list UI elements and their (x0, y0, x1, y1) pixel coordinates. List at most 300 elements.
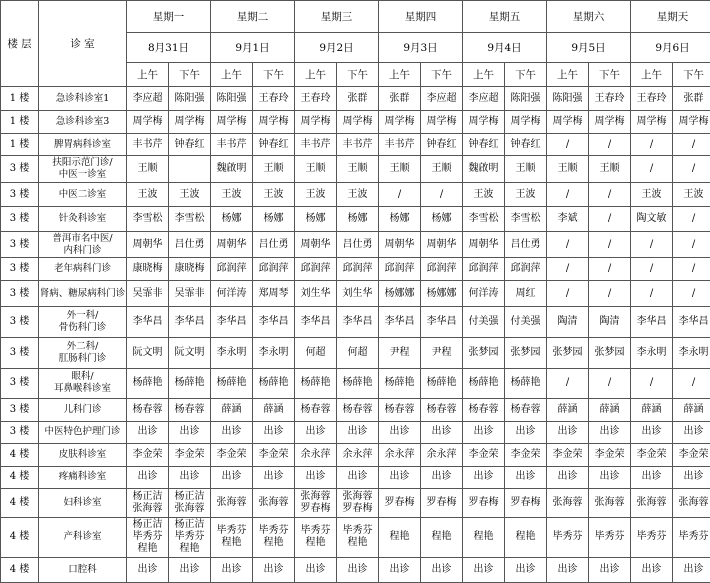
pm-header: 下午 (505, 63, 547, 87)
doctor-cell: 张海蓉 (253, 488, 295, 517)
doctor-cell: 杨薛艳 (127, 368, 169, 399)
doctor-cell: 周学梅 (253, 111, 295, 133)
doctor-cell: 王顺 (547, 156, 589, 183)
doctor-cell: 出诊 (127, 421, 169, 443)
doctor-cell: / (631, 280, 673, 307)
doctor-cell: 康晓梅 (169, 258, 211, 280)
doctor-cell: 钟春红 (421, 133, 463, 155)
doctor-cell: 王顺 (253, 156, 295, 183)
doctor-cell: 出诊 (505, 558, 547, 583)
doctor-cell: 李金荣 (631, 444, 673, 466)
doctor-cell: 周朝华 (463, 231, 505, 258)
doctor-cell: 陈阳强 (505, 87, 547, 111)
schedule-body (1, 87, 710, 583)
doctor-cell: 陶清 (547, 307, 589, 338)
doctor-cell: 薛涵 (673, 399, 710, 421)
doctor-cell: 毕秀芬 程艳 (253, 517, 295, 558)
doctor-cell: 周学梅 (127, 111, 169, 133)
room-cell: 普洱市名中医/ 内科门诊 (39, 231, 127, 258)
table-row (1, 368, 710, 399)
doctor-cell: 张梦园 (547, 337, 589, 368)
doctor-cell: 王顺 (295, 156, 337, 183)
doctor-cell: 杨薛艳 (337, 368, 379, 399)
doctor-cell: 邱润萍 (505, 258, 547, 280)
table-row (1, 558, 710, 583)
doctor-cell: 王波 (337, 182, 379, 206)
doctor-cell: 杨春蓉 (379, 399, 421, 421)
doctor-cell: 出诊 (631, 558, 673, 583)
doctor-cell: 王波 (295, 182, 337, 206)
room-cell: 口腔科 (39, 558, 127, 583)
doctor-cell: 张群 (379, 87, 421, 111)
table-row (1, 280, 710, 307)
doctor-cell: 周学梅 (547, 111, 589, 133)
floor-cell: 4 楼 (1, 517, 39, 558)
pm-header: 下午 (169, 63, 211, 87)
date-header: 9月6日 (631, 33, 710, 63)
table-row (1, 517, 710, 558)
doctor-cell: / (421, 182, 463, 206)
am-header: 上午 (631, 63, 673, 87)
doctor-cell: 程艳 (421, 517, 463, 558)
doctor-cell: 付美强 (463, 307, 505, 338)
doctor-cell: 李斌 (547, 207, 589, 231)
doctor-cell: 周学梅 (421, 111, 463, 133)
doctor-cell: 何超 (295, 337, 337, 368)
doctor-cell: 杨春蓉 (337, 399, 379, 421)
doctor-cell: 李金荣 (211, 444, 253, 466)
doctor-cell: 尹程 (379, 337, 421, 368)
doctor-cell: 杨正洁 张海蓉 (169, 488, 211, 517)
doctor-cell: / (547, 231, 589, 258)
doctor-cell: 李应超 (463, 87, 505, 111)
doctor-cell: 李永明 (673, 337, 710, 368)
table-row (1, 466, 710, 488)
doctor-cell: 杨薛艳 (253, 368, 295, 399)
doctor-cell: 毕秀芬 程艳 (295, 517, 337, 558)
doctor-cell: 罗春梅 (421, 488, 463, 517)
doctor-cell: 丰书芹 (379, 133, 421, 155)
doctor-cell: / (547, 133, 589, 155)
doctor-cell: 毕秀芬 (631, 517, 673, 558)
doctor-cell: 出诊 (253, 558, 295, 583)
doctor-cell: 张海蓉 罗春梅 (337, 488, 379, 517)
doctor-cell: 薛涵 (589, 399, 631, 421)
doctor-cell: 丰书芹 (127, 133, 169, 155)
doctor-cell: 薛涵 (253, 399, 295, 421)
doctor-cell: 李金荣 (589, 444, 631, 466)
doctor-cell: 出诊 (379, 421, 421, 443)
doctor-cell: 王春玲 (589, 87, 631, 111)
date-header: 9月3日 (379, 33, 463, 63)
room-cell: 脾胃病科诊室 (39, 133, 127, 155)
doctor-cell: 王波 (253, 182, 295, 206)
doctor-cell: 出诊 (589, 558, 631, 583)
date-header: 9月4日 (463, 33, 547, 63)
doctor-cell: / (631, 156, 673, 183)
doctor-cell: 出诊 (421, 466, 463, 488)
doctor-cell: 出诊 (463, 558, 505, 583)
doctor-cell: / (673, 280, 710, 307)
doctor-cell: 周学梅 (169, 111, 211, 133)
doctor-cell: 李金荣 (253, 444, 295, 466)
doctor-cell: 周学梅 (589, 111, 631, 133)
doctor-cell: 邱润萍 (379, 258, 421, 280)
weekday-header: 星期五 (463, 1, 547, 33)
doctor-cell: 邱润萍 (421, 258, 463, 280)
doctor-cell: 李雪松 (505, 207, 547, 231)
doctor-cell: 王春玲 (631, 87, 673, 111)
doctor-cell: 周朝华 (421, 231, 463, 258)
doctor-cell: 余永萍 (379, 444, 421, 466)
doctor-cell: 出诊 (211, 421, 253, 443)
doctor-cell: 杨娜 (421, 207, 463, 231)
doctor-cell: 李雪松 (169, 207, 211, 231)
doctor-cell: 周学梅 (505, 111, 547, 133)
doctor-cell: 杨薛艳 (505, 368, 547, 399)
doctor-cell: 尹程 (421, 337, 463, 368)
floor-cell: 4 楼 (1, 488, 39, 517)
doctor-cell: 张海蓉 罗春梅 (295, 488, 337, 517)
room-cell: 皮肤科诊室 (39, 444, 127, 466)
doctor-cell: 吴霏非 (127, 280, 169, 307)
table-row (1, 488, 710, 517)
table-row (1, 307, 710, 338)
doctor-cell: 张梦园 (505, 337, 547, 368)
doctor-cell: 杨春蓉 (127, 399, 169, 421)
doctor-cell: 杨娜娜 (379, 280, 421, 307)
doctor-cell: 钟春红 (505, 133, 547, 155)
pm-header: 下午 (253, 63, 295, 87)
doctor-cell: 薛涵 (211, 399, 253, 421)
floor-cell: 3 楼 (1, 307, 39, 338)
weekday-header: 星期二 (211, 1, 295, 33)
room-cell: 妇科诊室 (39, 488, 127, 517)
doctor-cell: 吕仕勇 (253, 231, 295, 258)
doctor-cell: / (631, 258, 673, 280)
doctor-cell: 王波 (631, 182, 673, 206)
doctor-cell: 程艳 (463, 517, 505, 558)
doctor-cell: 张海蓉 (547, 488, 589, 517)
doctor-cell: 王顺 (379, 156, 421, 183)
doctor-cell: 王波 (169, 182, 211, 206)
doctor-cell: 出诊 (547, 558, 589, 583)
doctor-cell: 张群 (337, 87, 379, 111)
room-cell: 扶阳示范门诊/ 中医一诊室 (39, 156, 127, 183)
doctor-cell: 杨娜娜 (421, 280, 463, 307)
floor-cell: 3 楼 (1, 399, 39, 421)
doctor-cell: 杨春蓉 (463, 399, 505, 421)
doctor-cell: 出诊 (337, 466, 379, 488)
doctor-cell: 吕仕勇 (337, 231, 379, 258)
table-row (1, 337, 710, 368)
doctor-cell: 出诊 (589, 421, 631, 443)
doctor-cell: 出诊 (295, 558, 337, 583)
doctor-cell: 张群 (673, 87, 710, 111)
doctor-cell: 张海蓉 (673, 488, 710, 517)
doctor-cell: 杨正洁 张海蓉 (127, 488, 169, 517)
doctor-cell: 余永萍 (421, 444, 463, 466)
doctor-cell: 杨薛艳 (211, 368, 253, 399)
room-cell: 中医二诊室 (39, 182, 127, 206)
doctor-cell: 陶文敏 (631, 207, 673, 231)
date-header: 8月31日 (127, 33, 211, 63)
date-header: 9月5日 (547, 33, 631, 63)
doctor-cell: 周红 (505, 280, 547, 307)
doctor-cell: 出诊 (169, 421, 211, 443)
doctor-cell: 出诊 (547, 421, 589, 443)
doctor-cell: 李应超 (127, 87, 169, 111)
doctor-cell: 邱润萍 (253, 258, 295, 280)
pm-header: 下午 (421, 63, 463, 87)
doctor-cell: 罗春梅 (463, 488, 505, 517)
weekday-header: 星期一 (127, 1, 211, 33)
floor-cell: 3 楼 (1, 156, 39, 183)
floor-cell: 1 楼 (1, 111, 39, 133)
doctor-cell: 王波 (505, 182, 547, 206)
floor-cell: 3 楼 (1, 258, 39, 280)
doctor-cell: 王顺 (505, 156, 547, 183)
doctor-cell: 出诊 (673, 421, 710, 443)
doctor-cell: 周学梅 (295, 111, 337, 133)
doctor-cell: 李永明 (211, 337, 253, 368)
doctor-cell: 出诊 (253, 421, 295, 443)
am-header: 上午 (463, 63, 505, 87)
doctor-cell: 钟春红 (253, 133, 295, 155)
doctor-cell: / (631, 368, 673, 399)
room-cell: 外一科/ 骨伤科门诊 (39, 307, 127, 338)
doctor-cell: 吕仕勇 (505, 231, 547, 258)
doctor-cell: 李华昌 (421, 307, 463, 338)
table-row (1, 231, 710, 258)
doctor-cell: 薛涵 (547, 399, 589, 421)
doctor-cell: 程艳 (505, 517, 547, 558)
doctor-cell: / (589, 182, 631, 206)
doctor-cell: 毕秀芬 程艳 (337, 517, 379, 558)
doctor-cell: 出诊 (211, 558, 253, 583)
table-row (1, 207, 710, 231)
doctor-cell: 杨薛艳 (463, 368, 505, 399)
doctor-cell: 程艳 (379, 517, 421, 558)
doctor-cell (169, 156, 211, 183)
doctor-cell: / (589, 133, 631, 155)
floor-cell: 4 楼 (1, 558, 39, 583)
doctor-cell: 李华昌 (673, 307, 710, 338)
doctor-cell: / (547, 258, 589, 280)
doctor-cell: 王顺 (127, 156, 169, 183)
doctor-cell: 出诊 (253, 466, 295, 488)
doctor-cell: 康晓梅 (127, 258, 169, 280)
doctor-cell: 出诊 (127, 466, 169, 488)
doctor-cell: 陈阳强 (211, 87, 253, 111)
doctor-cell: 张海蓉 (211, 488, 253, 517)
floor-cell: 4 楼 (1, 444, 39, 466)
doctor-cell: 杨正洁 毕秀芬 程艳 (127, 517, 169, 558)
room-cell: 疼痛科诊室 (39, 466, 127, 488)
doctor-cell: / (673, 156, 710, 183)
floor-header: 楼 层 (1, 1, 39, 87)
doctor-cell: 余永萍 (295, 444, 337, 466)
doctor-cell: 出诊 (169, 466, 211, 488)
doctor-cell: / (631, 133, 673, 155)
doctor-cell: 魏啟明 (211, 156, 253, 183)
room-cell: 急诊科诊室1 (39, 87, 127, 111)
doctor-cell: 丰书芹 (295, 133, 337, 155)
doctor-cell: 张海蓉 (631, 488, 673, 517)
table-row (1, 421, 710, 443)
doctor-cell: 出诊 (169, 558, 211, 583)
doctor-cell: 杨春蓉 (421, 399, 463, 421)
doctor-cell: 何洋涛 (463, 280, 505, 307)
floor-cell: 4 楼 (1, 466, 39, 488)
doctor-cell: 王波 (211, 182, 253, 206)
doctor-cell: 邱润萍 (211, 258, 253, 280)
doctor-cell: / (673, 368, 710, 399)
floor-cell: 3 楼 (1, 182, 39, 206)
doctor-cell: 出诊 (421, 421, 463, 443)
doctor-cell: 出诊 (421, 558, 463, 583)
doctor-cell: 王春玲 (295, 87, 337, 111)
table-row (1, 111, 710, 133)
doctor-cell: 出诊 (589, 466, 631, 488)
doctor-cell: / (589, 368, 631, 399)
room-cell: 针灸科诊室 (39, 207, 127, 231)
pm-header: 下午 (337, 63, 379, 87)
room-cell: 中医特色护理门诊 (39, 421, 127, 443)
doctor-cell: 出诊 (673, 466, 710, 488)
doctor-cell: 杨薛艳 (295, 368, 337, 399)
doctor-cell: 付美强 (505, 307, 547, 338)
doctor-cell: 何超 (337, 337, 379, 368)
doctor-cell: / (673, 207, 710, 231)
doctor-cell: 李永明 (631, 337, 673, 368)
doctor-cell: 杨薛艳 (421, 368, 463, 399)
doctor-cell: / (673, 133, 710, 155)
doctor-cell: 杨春蓉 (295, 399, 337, 421)
doctor-cell: 出诊 (295, 466, 337, 488)
doctor-cell: / (589, 280, 631, 307)
doctor-cell: 王波 (463, 182, 505, 206)
room-cell: 产科诊室 (39, 517, 127, 558)
doctor-cell: 杨薛艳 (379, 368, 421, 399)
floor-cell: 3 楼 (1, 207, 39, 231)
doctor-cell: / (589, 258, 631, 280)
doctor-cell: 出诊 (379, 558, 421, 583)
doctor-cell: 杨娜 (379, 207, 421, 231)
doctor-cell: 丰书芹 (337, 133, 379, 155)
floor-cell: 3 楼 (1, 421, 39, 443)
doctor-cell: 出诊 (631, 466, 673, 488)
doctor-cell: 周朝华 (379, 231, 421, 258)
doctor-cell: 李华昌 (631, 307, 673, 338)
pm-header: 下午 (589, 63, 631, 87)
table-row (1, 182, 710, 206)
doctor-cell: 周朝华 (295, 231, 337, 258)
doctor-cell: 李华昌 (295, 307, 337, 338)
am-header: 上午 (211, 63, 253, 87)
doctor-cell: 罗春梅 (379, 488, 421, 517)
doctor-cell: 邱润萍 (295, 258, 337, 280)
date-header: 9月2日 (295, 33, 379, 63)
table-row (1, 156, 710, 183)
doctor-cell: 杨娜 (337, 207, 379, 231)
weekday-row (1, 1, 710, 33)
doctor-cell: 出诊 (379, 466, 421, 488)
doctor-cell: 李雪松 (127, 207, 169, 231)
doctor-cell: 李华昌 (169, 307, 211, 338)
date-header: 9月1日 (211, 33, 295, 63)
doctor-cell: 陶清 (589, 307, 631, 338)
floor-cell: 3 楼 (1, 280, 39, 307)
room-cell: 肾病、糖尿病科门诊 (39, 280, 127, 307)
doctor-cell: 阮文明 (169, 337, 211, 368)
doctor-cell: 余永萍 (337, 444, 379, 466)
doctor-cell: 出诊 (505, 466, 547, 488)
doctor-cell: 丰书芹 (211, 133, 253, 155)
doctor-cell: 毕秀芬 (547, 517, 589, 558)
doctor-cell: 吕仕勇 (169, 231, 211, 258)
doctor-cell: 何洋涛 (211, 280, 253, 307)
doctor-cell: 张海蓉 (589, 488, 631, 517)
doctor-cell: / (589, 231, 631, 258)
room-cell: 外二科/ 肛肠科门诊 (39, 337, 127, 368)
table-row (1, 399, 710, 421)
doctor-cell: / (547, 368, 589, 399)
doctor-cell: 张梦园 (463, 337, 505, 368)
am-header: 上午 (547, 63, 589, 87)
doctor-cell: 刘生华 (295, 280, 337, 307)
doctor-cell: 邱润萍 (337, 258, 379, 280)
floor-cell: 3 楼 (1, 368, 39, 399)
doctor-cell: / (547, 182, 589, 206)
doctor-cell: 李华昌 (379, 307, 421, 338)
room-cell: 急诊科诊室3 (39, 111, 127, 133)
doctor-cell: 吴霏非 (169, 280, 211, 307)
doctor-cell: 陈阳强 (547, 87, 589, 111)
doctor-cell: / (673, 258, 710, 280)
doctor-cell: 出诊 (547, 466, 589, 488)
doctor-cell: 李金荣 (505, 444, 547, 466)
weekday-header: 星期六 (547, 1, 631, 33)
doctor-cell: 李金荣 (169, 444, 211, 466)
doctor-cell: 杨春蓉 (505, 399, 547, 421)
table-row (1, 444, 710, 466)
floor-cell: 3 楼 (1, 337, 39, 368)
doctor-cell: 周学梅 (631, 111, 673, 133)
doctor-cell: 王顺 (421, 156, 463, 183)
doctor-cell: 郑周琴 (253, 280, 295, 307)
weekday-header: 星期天 (631, 1, 710, 33)
doctor-cell: 李金荣 (673, 444, 710, 466)
doctor-cell: 出诊 (337, 421, 379, 443)
doctor-cell: 毕秀芬 (589, 517, 631, 558)
doctor-cell: 出诊 (505, 421, 547, 443)
doctor-cell: 李应超 (421, 87, 463, 111)
doctor-cell: 薛涵 (631, 399, 673, 421)
doctor-cell: 李华昌 (127, 307, 169, 338)
doctor-cell: 周学梅 (337, 111, 379, 133)
floor-cell: 3 楼 (1, 231, 39, 258)
doctor-cell: 杨娜 (295, 207, 337, 231)
am-header: 上午 (127, 63, 169, 87)
doctor-cell: 李雪松 (463, 207, 505, 231)
am-header: 上午 (379, 63, 421, 87)
doctor-cell: 李华昌 (253, 307, 295, 338)
floor-cell: 1 楼 (1, 87, 39, 111)
doctor-cell: 出诊 (127, 558, 169, 583)
doctor-cell: 阮文明 (127, 337, 169, 368)
table-row (1, 133, 710, 155)
